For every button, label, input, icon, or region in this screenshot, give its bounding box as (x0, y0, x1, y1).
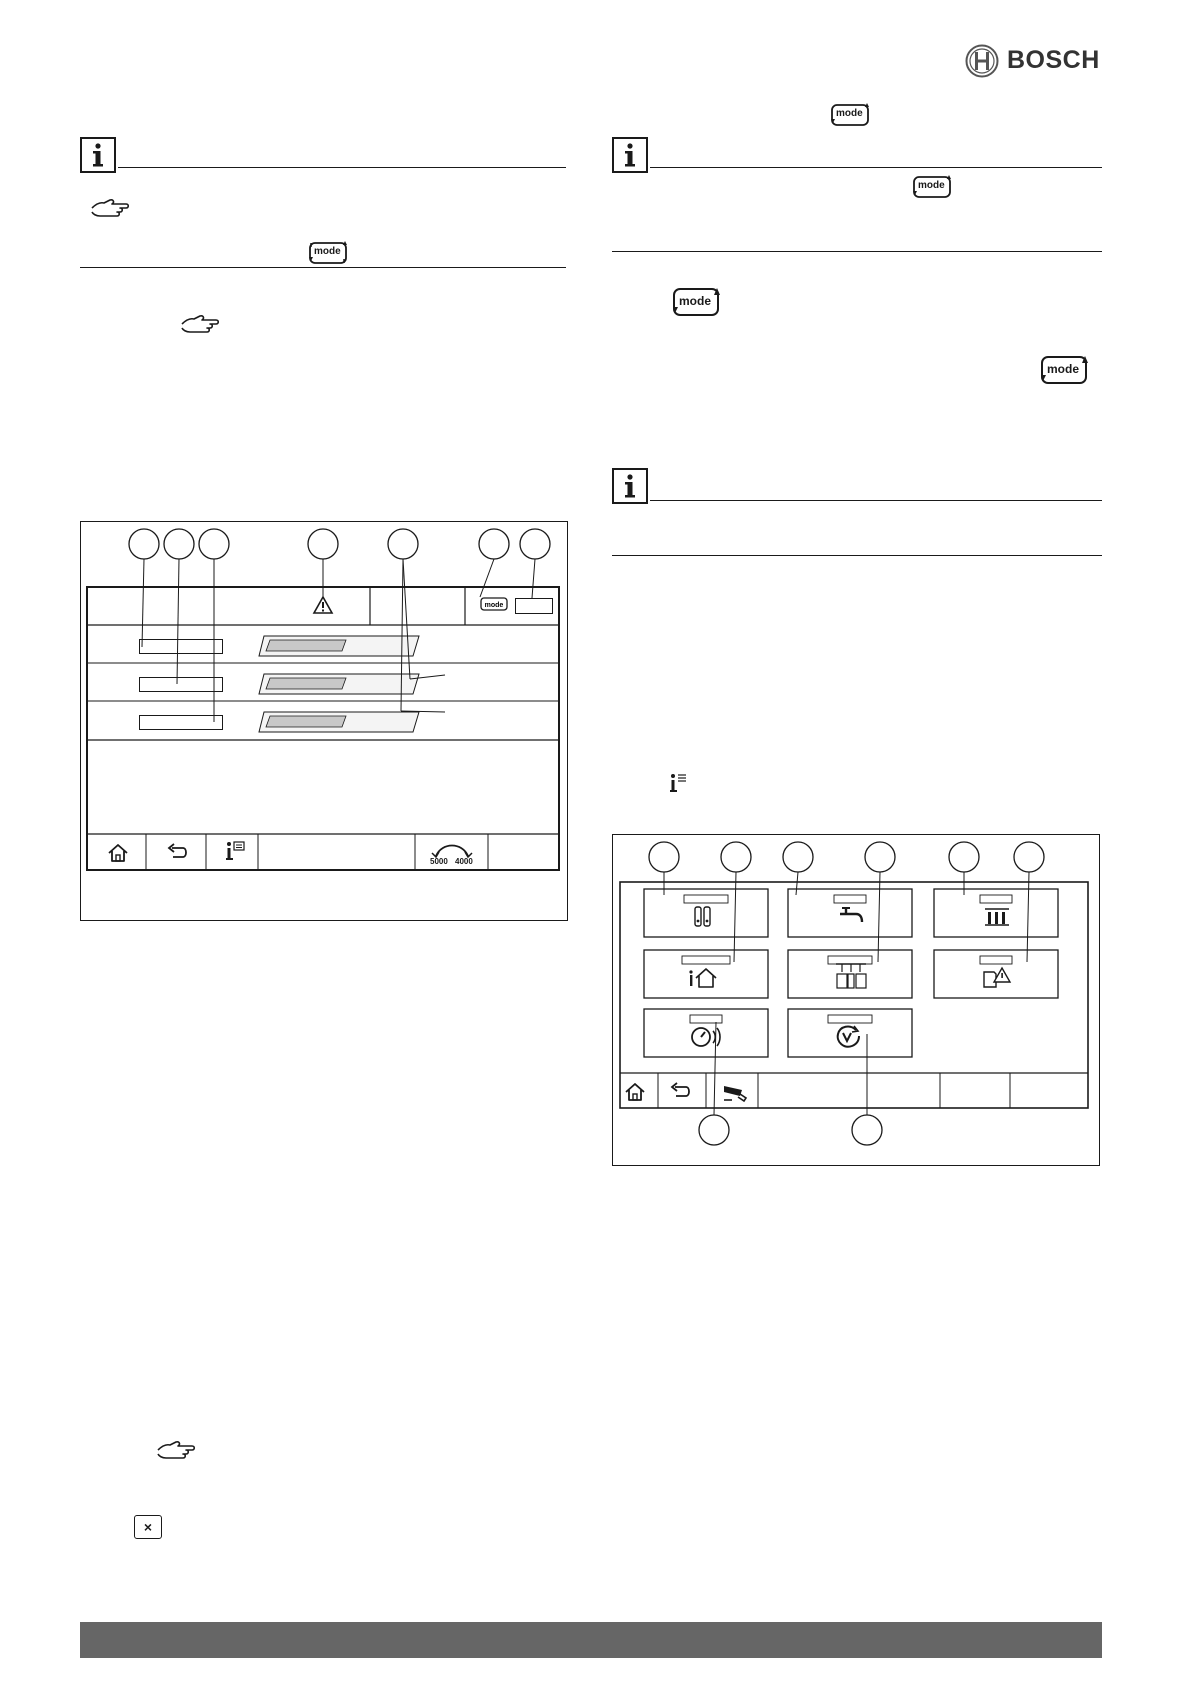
mode-key-label: mode (918, 180, 945, 191)
operating-screen-callouts (80, 521, 566, 761)
info-icon (612, 468, 648, 504)
info-note-bottom-rule (80, 267, 566, 268)
back-icon (167, 843, 189, 863)
mode-key-label: mode (679, 294, 712, 308)
dismiss-button[interactable]: × (134, 1515, 162, 1539)
svg-text:mode: mode (484, 602, 504, 609)
mode-key-label: mode (1047, 362, 1080, 376)
home-icon (107, 843, 129, 863)
rotate-icon (432, 840, 472, 858)
mode-key-label: mode (836, 108, 863, 119)
bosch-armature-icon (965, 44, 999, 78)
bosch-logo (965, 44, 1115, 80)
info-icon (612, 137, 648, 173)
info-note-top-rule (118, 167, 566, 168)
menu-screen-callouts (612, 834, 1098, 1164)
info-icon (80, 137, 116, 173)
info-note-top-rule (650, 500, 1102, 501)
info-menu-icon (668, 772, 690, 796)
brand-name: BOSCH (1007, 46, 1100, 74)
hand-pointer-icon (156, 1438, 196, 1462)
rotation-label-left: 5000 (430, 857, 448, 866)
info-note-bottom-rule (612, 251, 1102, 252)
hand-pointer-icon (180, 312, 220, 336)
mode-key-label: mode (314, 246, 341, 257)
info-note-bottom-rule (612, 555, 1102, 556)
info-menu-icon (224, 840, 246, 864)
info-note-top-rule (650, 167, 1102, 168)
rotation-label-right: 4000 (455, 857, 473, 866)
footer-bar (80, 1622, 1102, 1658)
hand-pointer-icon (90, 196, 130, 220)
